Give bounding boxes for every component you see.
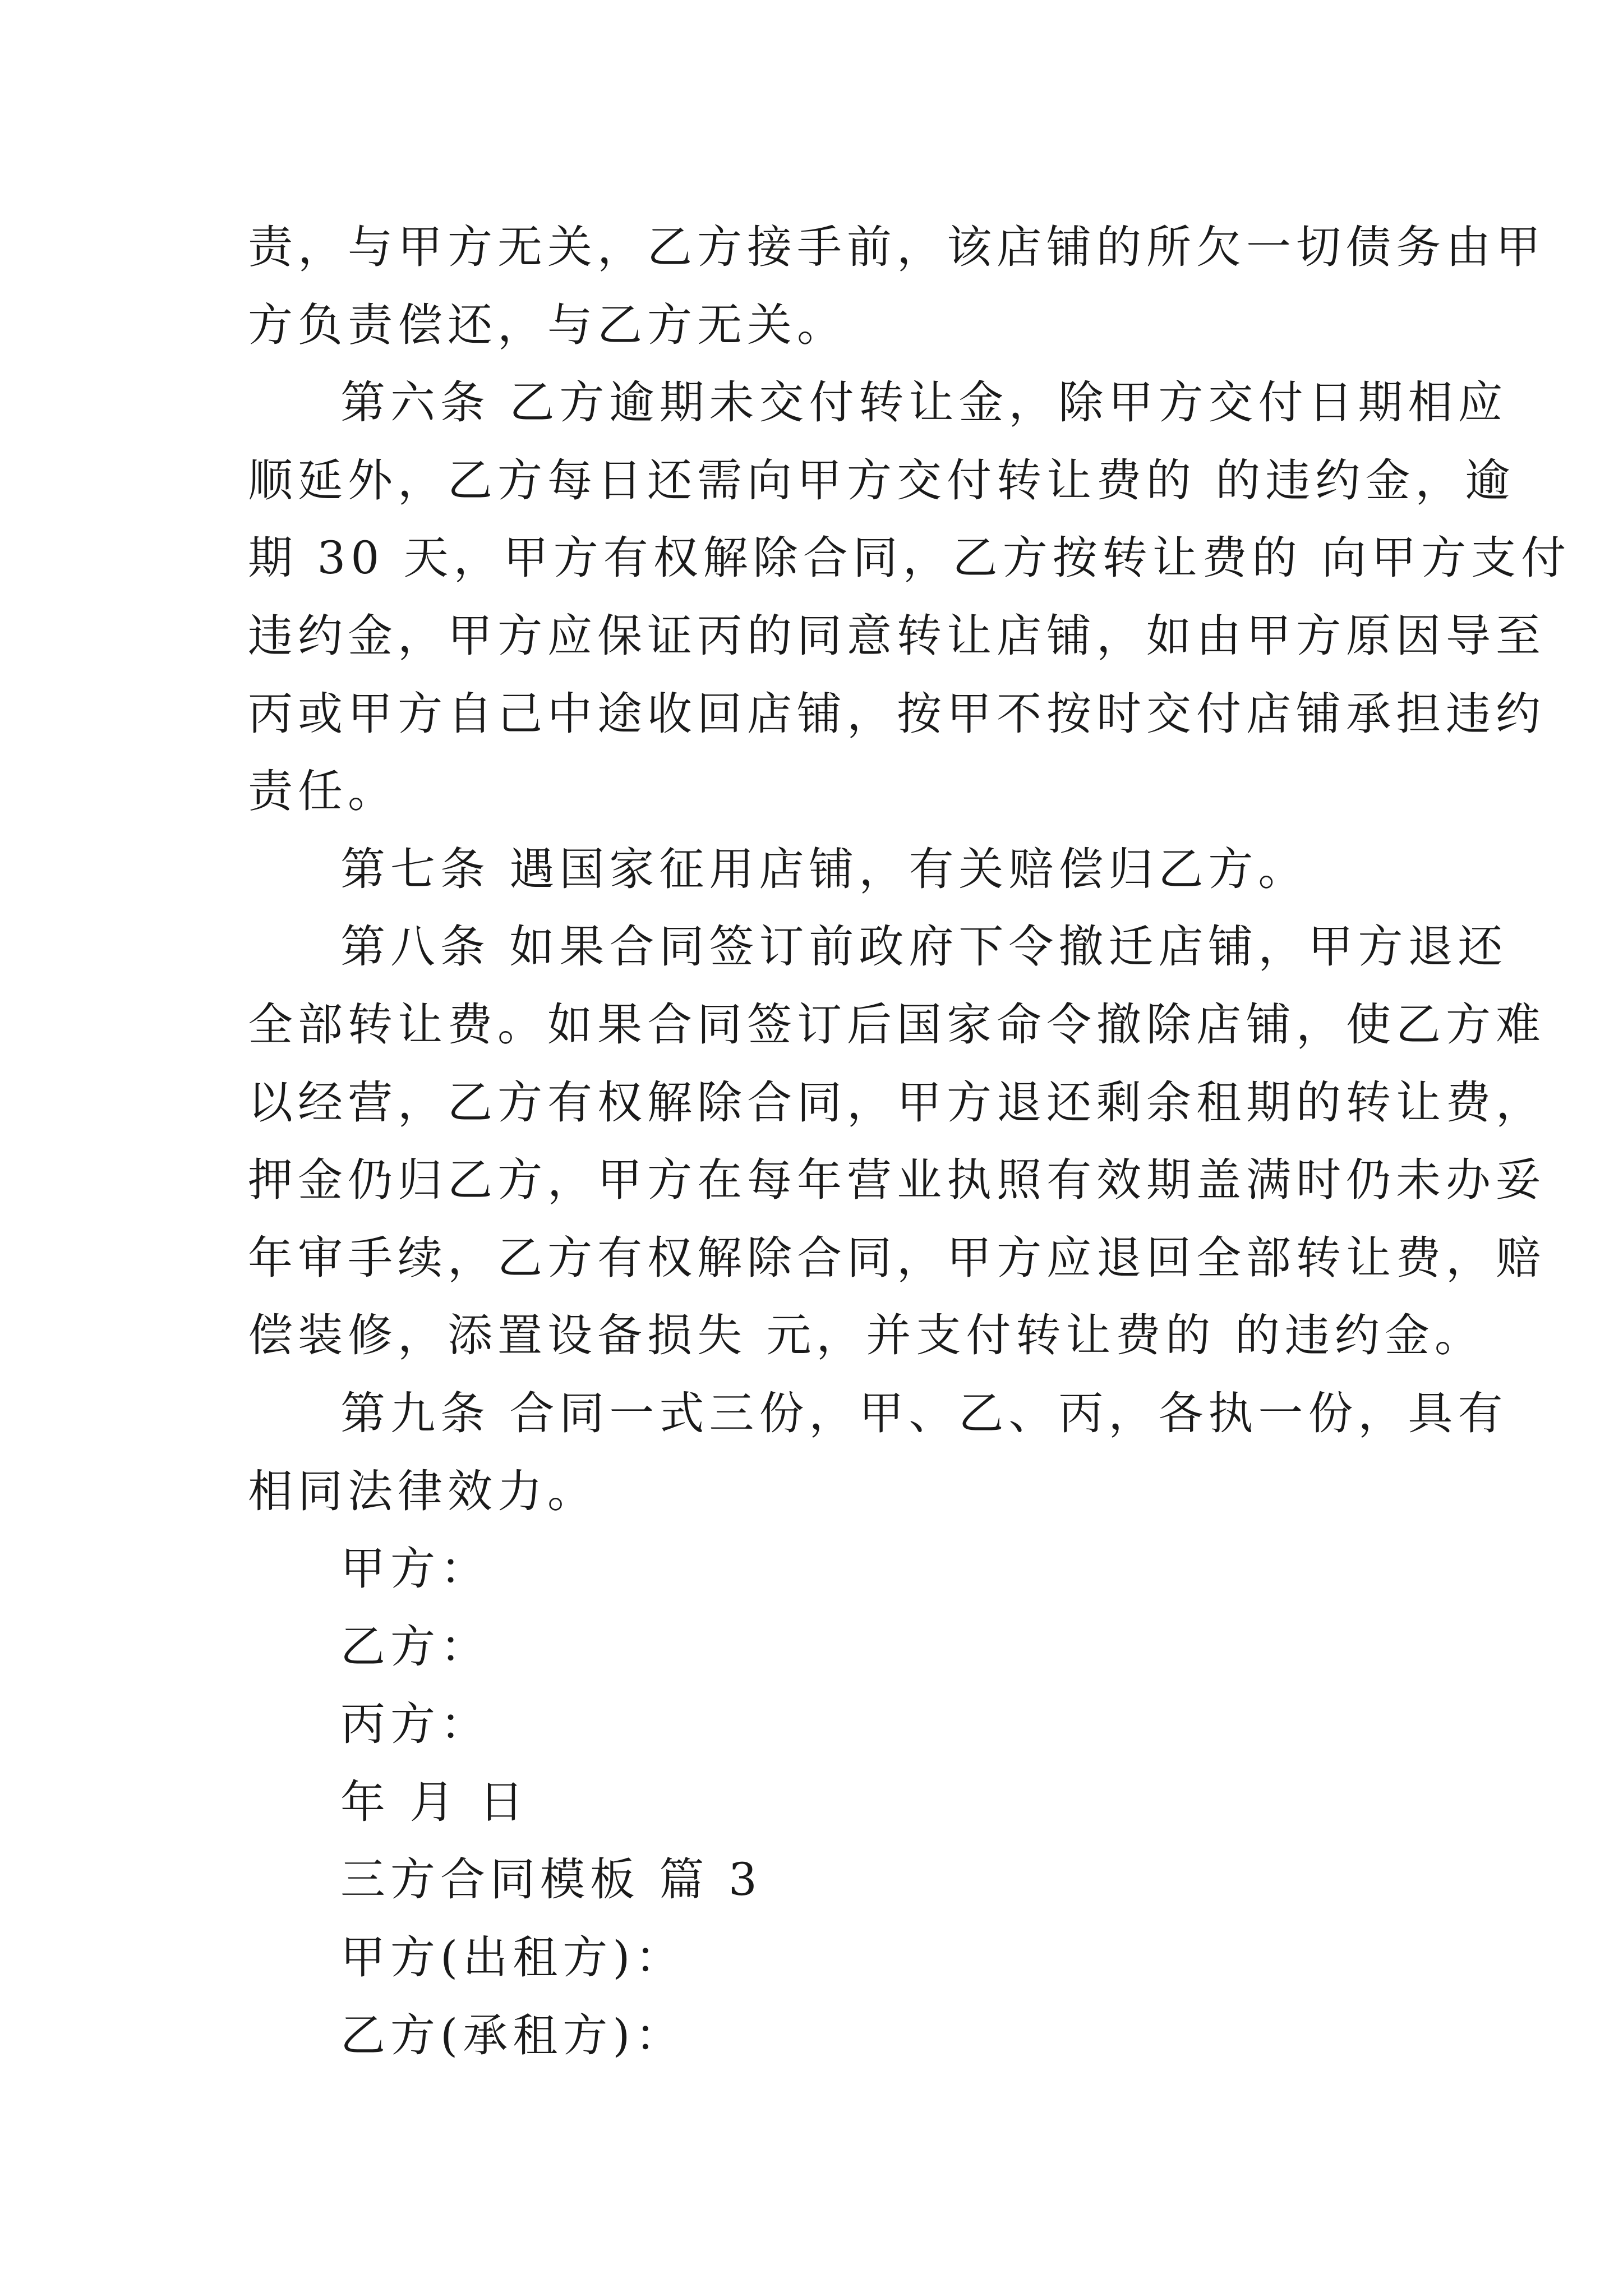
text-line: 年审手续，乙方有权解除合同，甲方应退回全部转让费，赔 (248, 1231, 1546, 1284)
text-line: 责，与甲方无关，乙方接手前，该店铺的所欠一切债务由甲 (248, 221, 1546, 273)
text-line: 丙或甲方自己中途收回店铺，按甲不按时交付店铺承担违约 (248, 687, 1546, 740)
text-line: 乙方(承租方)： (340, 2009, 685, 2062)
text-line: 顺延外，乙方每日还需向甲方交付转让费的 的违约金，逾 (248, 454, 1515, 507)
text-line: 三方合同模板 篇 3 (340, 1853, 762, 1906)
text-line: 全部转让费。如果合同签订后国家命令撤除店铺，使乙方难 (248, 998, 1546, 1051)
text-line: 偿装修，添置设备损失 元，并支付转让费的 的违约金。 (248, 1309, 1484, 1362)
text-line: 押金仍归乙方，甲方在每年营业执照有效期盖满时仍未办妥 (248, 1154, 1546, 1207)
text-line: 以经营，乙方有权解除合同，甲方退还剩余租期的转让费， (248, 1076, 1546, 1129)
text-line: 第六条 乙方逾期未交付转让金，除甲方交付日期相应 (340, 376, 1508, 429)
text-line: 甲方： (340, 1543, 490, 1595)
text-line: 年 月 日 (340, 1775, 529, 1828)
text-line: 方负责偿还，与乙方无关。 (248, 298, 847, 351)
text-line: 期 30 天，甲方有权解除合同，乙方按转让费的 向甲方支付 (248, 532, 1571, 585)
text-line: 甲方(出租方)： (340, 1931, 685, 1984)
text-line: 第七条 遇国家征用店铺，有关赔偿归乙方。 (340, 843, 1308, 895)
document-body (248, 209, 1571, 2074)
text-line: 乙方： (340, 1620, 490, 1673)
text-line: 第九条 合同一式三份，甲、乙、丙，各执一份，具有 (340, 1387, 1508, 1439)
text-line: 第八条 如果合同签订前政府下令撤迁店铺，甲方退还 (340, 921, 1508, 973)
text-line: 丙方： (340, 1698, 490, 1751)
text-line: 违约金，甲方应保证丙的同意转让店铺，如由甲方原因导至 (248, 609, 1546, 662)
text-line: 相同法律效力。 (248, 1465, 597, 1517)
text-line: 责任。 (248, 765, 398, 818)
